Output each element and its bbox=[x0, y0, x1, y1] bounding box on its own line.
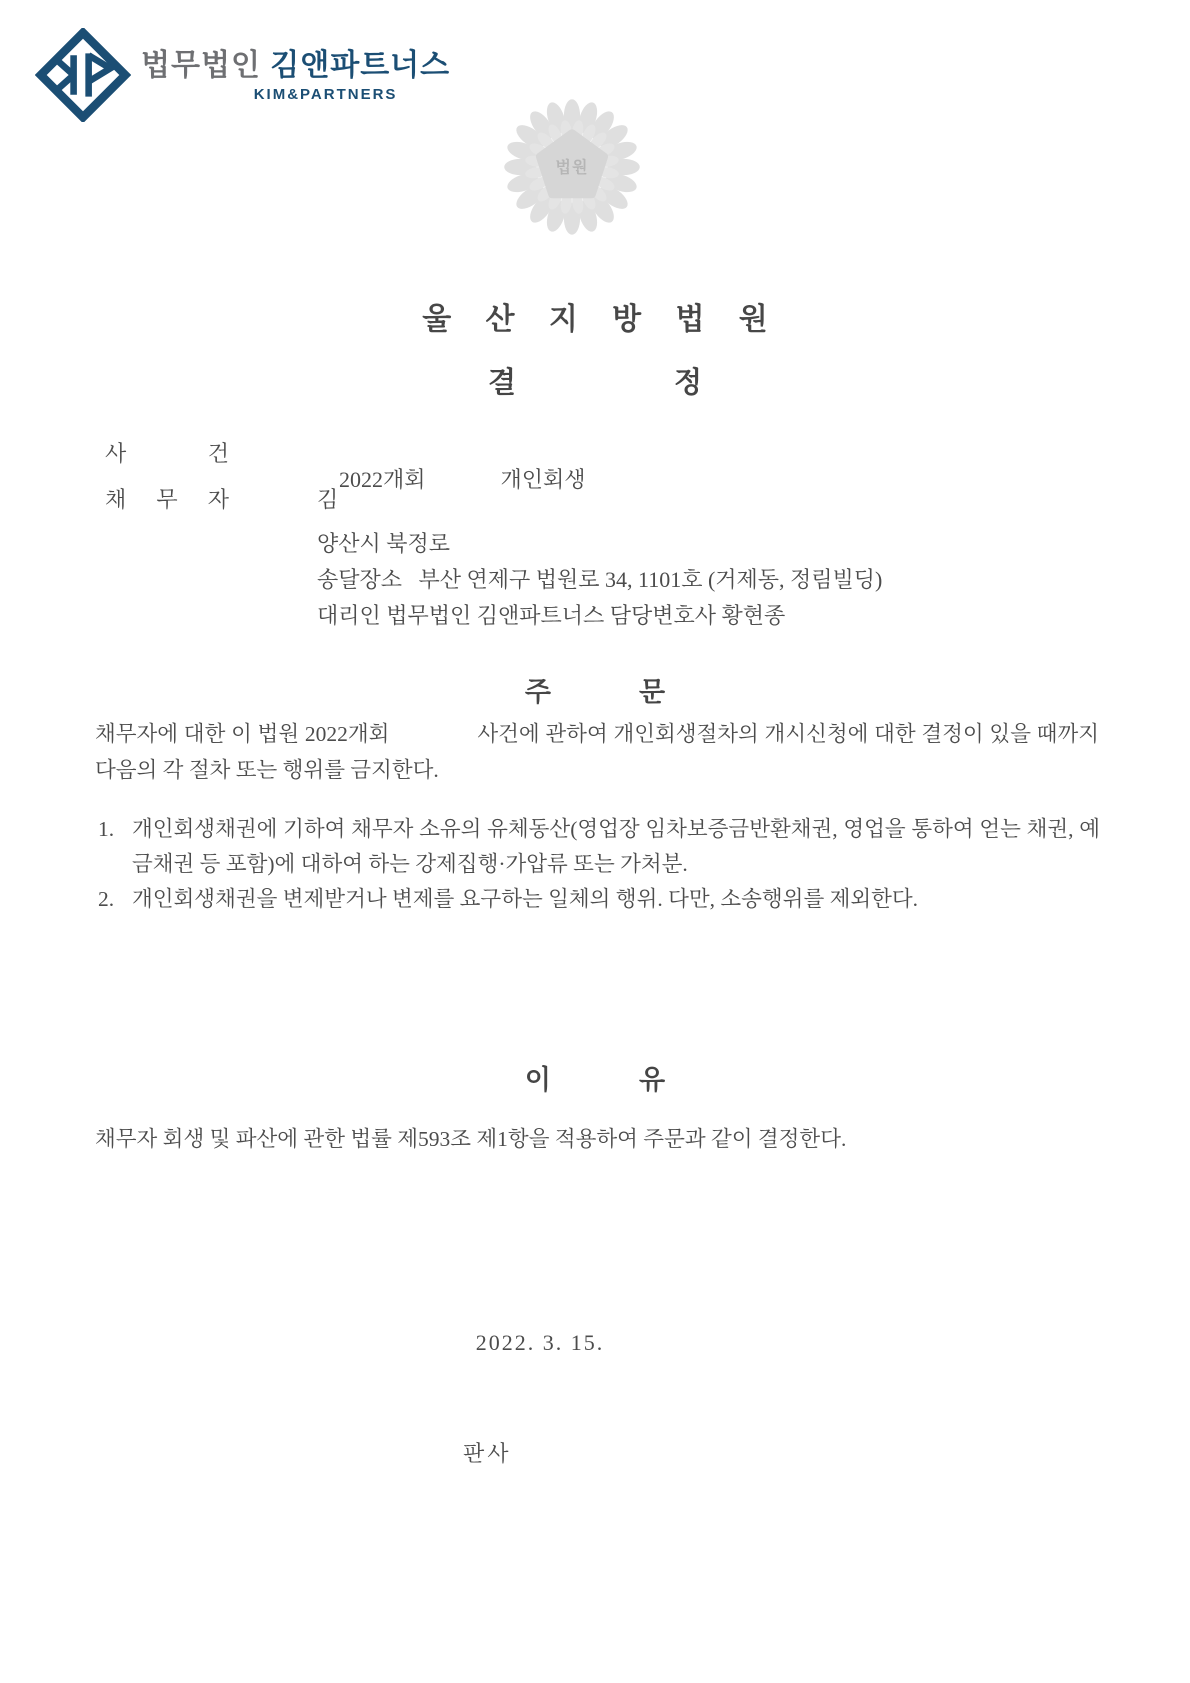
law-firm-main-name: 김앤파트너스 bbox=[270, 49, 451, 82]
order-item-1-number: 1. bbox=[98, 817, 115, 841]
court-seal-watermark-icon bbox=[503, 96, 641, 238]
case-number-value bbox=[317, 437, 586, 520]
case-type: 개인회생 bbox=[500, 467, 586, 492]
order-item-2-text: 개인회생채권을 변제받거나 변제를 요구하는 일체의 행위. 다만, 소송행위를 제외한다. bbox=[132, 887, 919, 911]
order-item-1 bbox=[98, 812, 1100, 882]
debtor-label-char: 채 bbox=[105, 487, 127, 512]
reason-heading-char-2: 유 bbox=[639, 1065, 666, 1095]
order-intro-paragraph bbox=[95, 716, 1099, 788]
law-firm-name-korean bbox=[141, 40, 450, 84]
court-seal-text: 법원 bbox=[555, 158, 589, 177]
case-label-char: 사 bbox=[105, 441, 127, 466]
case-label-char: 건 bbox=[207, 441, 229, 466]
document-type-heading bbox=[0, 360, 1190, 401]
law-firm-logo bbox=[35, 28, 450, 122]
court-name-title: 울 산 지 방 법 원 bbox=[422, 303, 781, 336]
law-firm-name-english: KIM&PARTNERS bbox=[253, 86, 398, 103]
order-item-2 bbox=[98, 882, 1100, 917]
order-heading-char-1: 주 bbox=[524, 677, 551, 707]
order-heading-char-2: 문 bbox=[639, 677, 666, 707]
debtor-row bbox=[105, 483, 338, 514]
law-firm-prefix: 법무법인 bbox=[141, 49, 261, 82]
order-item-1-text: 개인회생채권에 기하여 채무자 소유의 유체동산(영업장 임차보증금반환채권, 영업을 통하여 얻는 채권, 예금채권 등 포함)에 대하여 하는 강제집행·가압류 또는 가처분. bbox=[132, 817, 1100, 876]
reason-body: 채무자 회생 및 파산에 관한 법률 제593조 제1항을 적용하여 주문과 같이 결정한다. bbox=[95, 1127, 847, 1151]
order-item-2-number: 2. bbox=[98, 887, 115, 911]
service-address: 송달장소 부산 연제구 법원로 34, 1101호 (거제동, 정림빌딩) bbox=[317, 567, 883, 592]
debtor-label bbox=[105, 483, 229, 514]
debtor-address: 양산시 북정로 bbox=[317, 531, 451, 556]
debtor-name: 김 bbox=[317, 487, 339, 512]
reason-heading bbox=[0, 1058, 1190, 1097]
order-intro-before-gap: 채무자에 대한 이 법원 2022개회 bbox=[95, 722, 390, 746]
attorney-line: 대리인 법무법인 김앤파트너스 담당변호사 황현종 bbox=[317, 603, 786, 628]
reason-heading-char-1: 이 bbox=[524, 1065, 551, 1095]
debtor-label-char: 무 bbox=[156, 487, 178, 512]
order-items bbox=[98, 812, 1100, 917]
decision-date: 2022. 3. 15. bbox=[475, 1330, 605, 1355]
order-heading bbox=[0, 670, 1190, 709]
judge-label: 판사 bbox=[463, 1441, 512, 1466]
kim-partners-diamond-icon bbox=[35, 28, 131, 122]
case-number: 2022개회 bbox=[339, 467, 426, 492]
order-intro-after-gap: 사건에 관하여 개인회생절차의 개시신청에 대한 결정이 있을 때까지 다음의 각 절차 또는 행위를 금지한다. bbox=[95, 722, 1099, 782]
law-firm-name bbox=[141, 28, 450, 103]
debtor-label-char: 자 bbox=[207, 487, 229, 512]
doc-type-char-1: 결 bbox=[487, 367, 516, 399]
doc-type-char-2: 정 bbox=[674, 367, 703, 399]
